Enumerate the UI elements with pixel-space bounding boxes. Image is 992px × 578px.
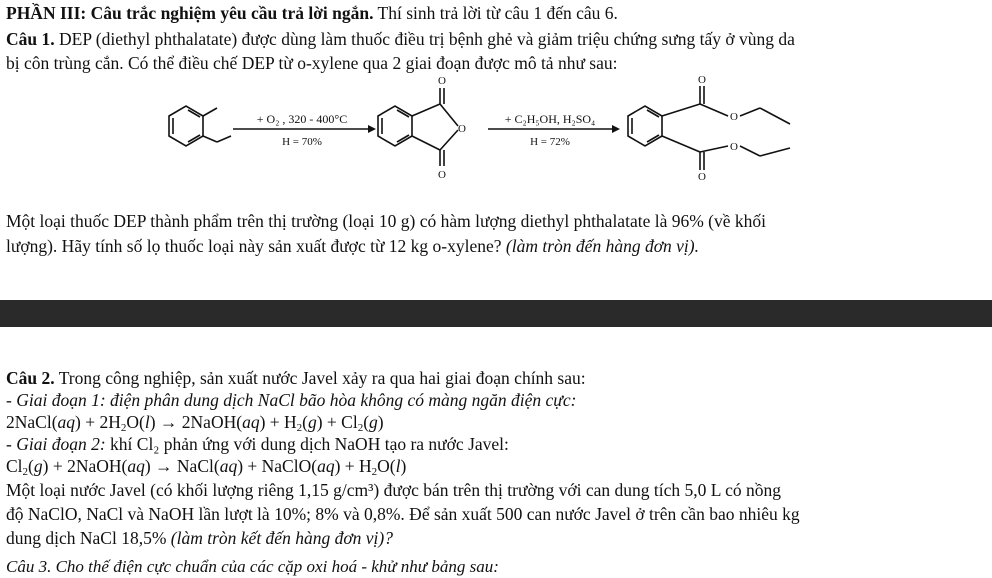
phthalic-anhydride-structure [378, 88, 458, 166]
step-1-reagents: + O₂ , 320 - 400°C [256, 112, 348, 126]
arrowhead-2 [612, 125, 620, 133]
q1-line-3: Một loại thuốc DEP thành phẩm trên thị trường (loại 10 g) có hàm lượng diethyl phthalatate là 96% (về khối [6, 211, 767, 231]
part-instruction: Thí sinh trả lời từ câu 1 đến câu 6. [377, 3, 618, 23]
step-2-reagents: + C₂H₅OH, H₂SO₄ [504, 112, 596, 126]
q1-line-1 [6, 28, 795, 50]
q2-stage-2-text: khí Cl₂ phản ứng với dung dịch NaOH tạo ra nước Javel: [110, 434, 509, 454]
q2-label: Câu 2. [6, 368, 55, 388]
oxygen-label: O [698, 74, 706, 86]
q1-label: Câu 1. [6, 29, 55, 49]
step-1-yield: H = 70% [282, 136, 322, 148]
q2-density-line: Một loại nước Javel (có khối lượng riêng 1,15 g/cm³) được bán trên thị trường với can dung tích 5,0 L có nồng [6, 480, 782, 500]
q2-line-1 [6, 367, 586, 389]
q2-last-text: dung dịch NaCl 18,5% [6, 528, 171, 548]
o-xylene-structure [169, 106, 231, 146]
part-heading [6, 2, 618, 24]
q2-stage-2-label: - Giai đoạn 2: [6, 434, 111, 454]
arrowhead-1 [368, 125, 376, 133]
q2-rounding-note: (làm tròn kết đến hàng đơn vị)? [170, 528, 393, 548]
q2-concentration-line: độ NaClO, NaCl và NaOH lần lượt là 10%; 8% và 0,8%. Để sản xuất 500 can nước Javel ở trên cần bao nhiêu kg [6, 504, 800, 524]
reaction-scheme [0, 72, 992, 202]
step-2-yield: H = 72% [530, 136, 570, 148]
q2-stage-2 [6, 433, 509, 455]
page-divider [0, 300, 992, 327]
q3-cut-off-line: Câu 3. Cho thế điện cực chuẩn của các cặp oxi hoá - khử như bảng sau: [6, 557, 499, 576]
oxygen-label: O [458, 123, 466, 135]
q1-rounding-note: (làm tròn đến hàng đơn vị). [505, 236, 699, 256]
part-title: PHẦN III: Câu trắc nghiệm yêu cầu trả lời ngắn. [6, 3, 374, 23]
q2-last-line [6, 527, 393, 549]
q2-text-1: Trong công nghiệp, sản xuất nước Javel xảy ra qua hai giai đoạn chính sau: [58, 368, 586, 388]
diethyl-phthalate-structure [628, 86, 790, 170]
q2-stage-1: - Giai đoạn 1: điện phân dung dịch NaCl bão hòa không có màng ngăn điện cực: [6, 390, 577, 410]
oxygen-label: O [730, 141, 738, 153]
q1-text-1: DEP (diethyl phthalatate) được dùng làm thuốc điều trị bệnh ghẻ và giảm triệu chứng sưng tấy ở vùng da [59, 29, 795, 49]
equation-1: 2NaCl(aq) + $2H_2O(l)$ → 2NaOH(aq) + $H_2(g) + Cl_2(g)$ [6, 412, 384, 434]
oxygen-label: O [698, 171, 706, 183]
oxygen-label: O [730, 111, 738, 123]
q1-line-2: bị côn trùng cắn. Có thể điều chế DEP từ o-xylene qua 2 giai đoạn được mô tả như sau: [6, 53, 618, 73]
q1-text-4a: lượng). Hãy tính số lọ thuốc loại này sản xuất được từ 12 kg o-xylene? [6, 236, 506, 256]
oxygen-label: O [438, 75, 446, 87]
equation-2: $Cl_2(g)$ + 2NaOH(aq) → NaCl(aq) + NaClO(aq) + $H_2O(l)$ [6, 456, 407, 478]
oxygen-label: O [438, 169, 446, 181]
q1-line-4 [6, 235, 699, 257]
